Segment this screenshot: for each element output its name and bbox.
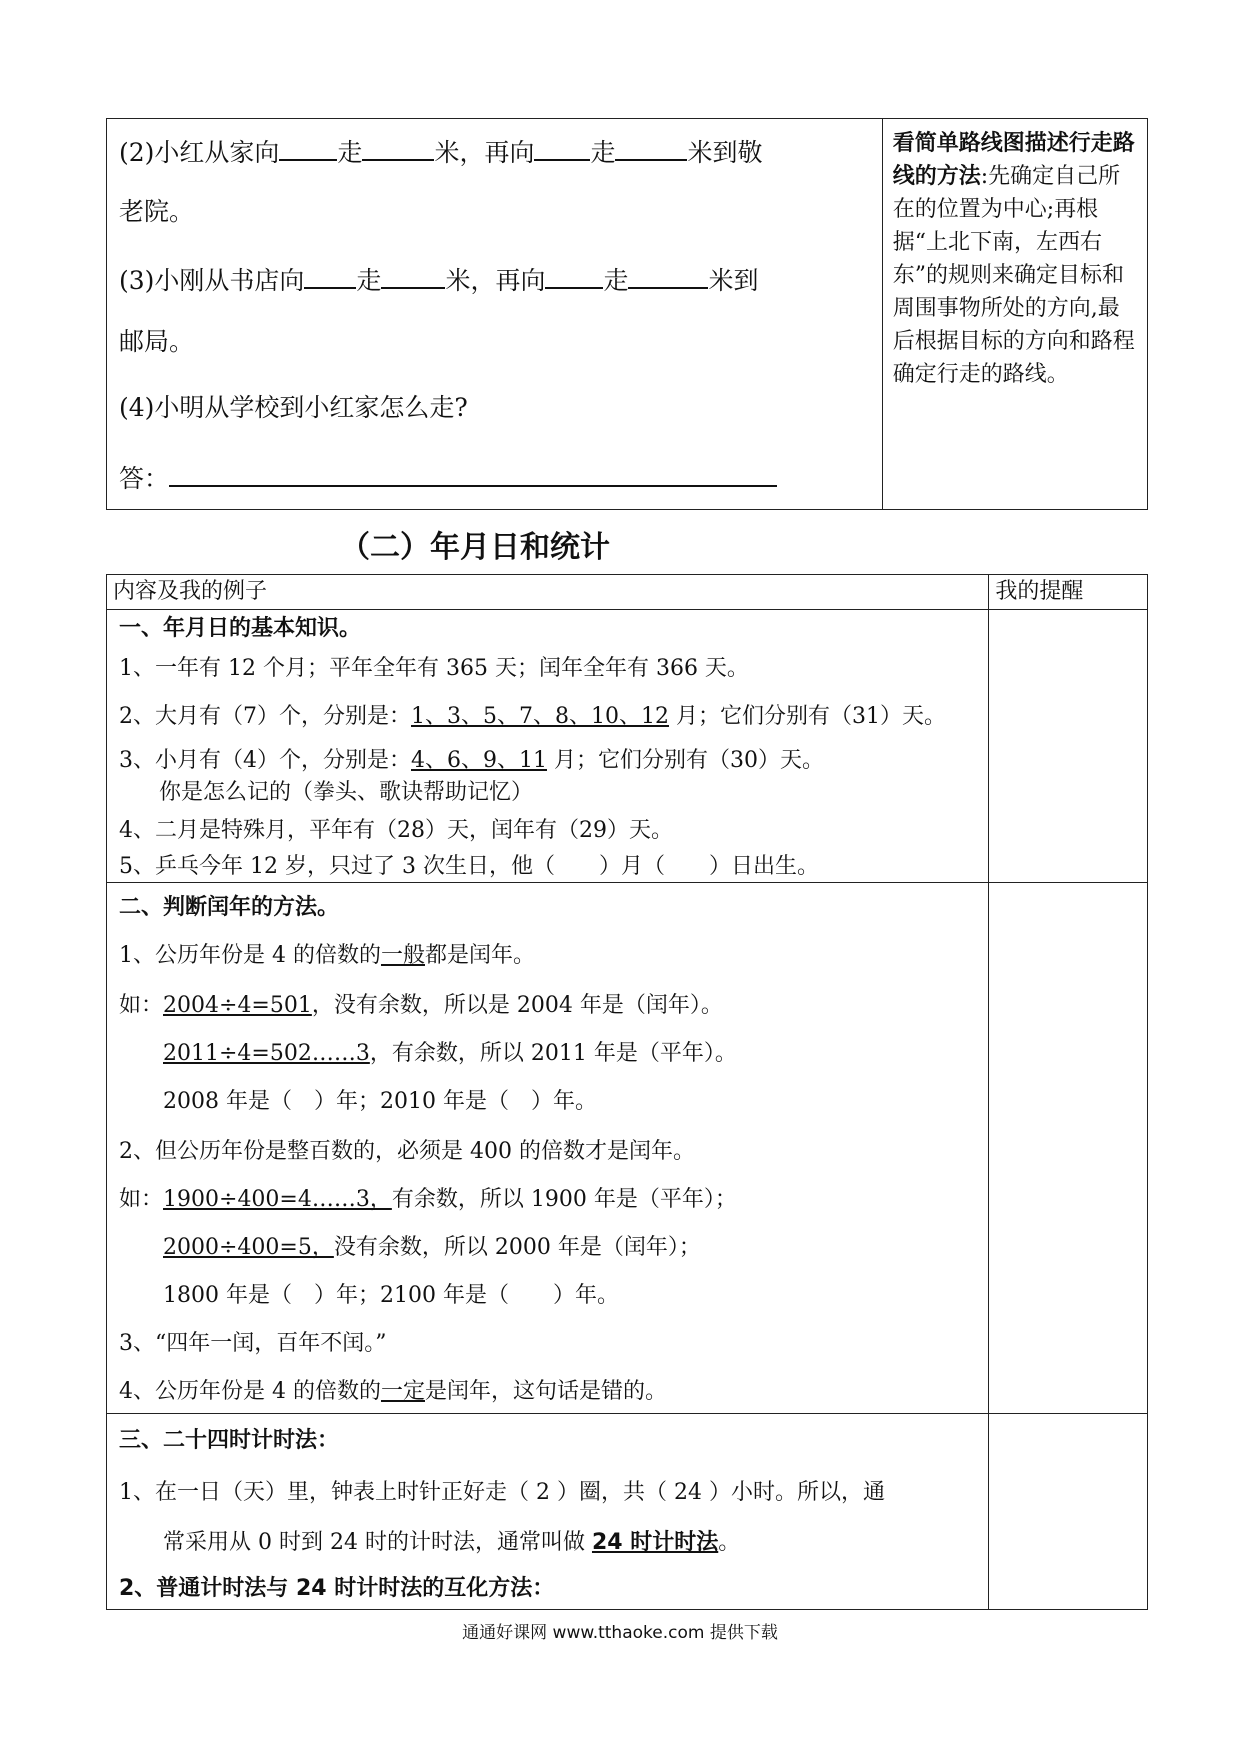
- section-1-line-3: [119, 746, 824, 776]
- bold-text: 2、普通计时法与 24 时计时法的互化方法：: [119, 1576, 555, 1601]
- question-text: (3)小刚从书店向: [119, 266, 305, 295]
- fill-blank[interactable]: [381, 261, 445, 289]
- underlined-text: 一般: [380, 943, 425, 968]
- question-3-line-1: [119, 261, 758, 298]
- question-text: 米，再向: [445, 266, 546, 295]
- section-1-line-1: 1、一年有 12 个月；平年全年有 365 天；闰年全年有 366 天。: [119, 656, 749, 681]
- fill-blank[interactable]: [304, 261, 356, 289]
- tip-title: 看简单路线图描述行走路线的方法: [892, 131, 1135, 189]
- section-1-line-3b: 你是怎么记的（拳头、歌诀帮助记忆）: [159, 780, 534, 805]
- section-title: （二）年月日和统计: [340, 530, 610, 565]
- section-2-line-9: 3、“四年一闰，百年不闰。”: [119, 1331, 387, 1356]
- line-text: 是闰年，这句话是错的。: [425, 1379, 668, 1404]
- column-header-content: [107, 575, 989, 610]
- section-2-line-1: [119, 941, 535, 971]
- underlined-text: 一定: [380, 1379, 425, 1404]
- line-text: ，有余数，所以 2011 年是（平年）。: [369, 1041, 737, 1066]
- answer-line: [119, 459, 777, 496]
- section-2-line-7: [163, 1233, 701, 1263]
- line-text: 4、公历年份是 4 的倍数的: [119, 1379, 381, 1404]
- route-exercise-table: [106, 118, 1148, 510]
- header-label: 内容及我的例子: [113, 579, 268, 604]
- line-text: 1、公历年份是 4 的倍数的: [119, 943, 381, 968]
- section-3-cell: [107, 1414, 989, 1610]
- footer-credit: 通通好课网 www.tthaoke.com 提供下载: [462, 1623, 778, 1643]
- section-1-heading: [119, 614, 361, 644]
- section-2-heading: [119, 893, 339, 923]
- question-text: 米，再向: [434, 138, 535, 167]
- section-2-reminder[interactable]: [989, 883, 1148, 1414]
- line-text: 没有余数，所以 2000 年是（闰年）；: [333, 1235, 701, 1260]
- section-2-line-10: [119, 1377, 667, 1407]
- section-2-line-3: [163, 1039, 737, 1069]
- section-2-cell: [107, 883, 989, 1414]
- question-text: 米到敬: [687, 138, 763, 167]
- fill-blank[interactable]: [362, 133, 434, 161]
- underlined-text: 2011÷4=502……3: [163, 1041, 370, 1066]
- section-3-line-2: [163, 1528, 740, 1558]
- section-2-line-4: 2008 年是（ ）年；2010 年是（ ）年。: [163, 1089, 597, 1114]
- question-2-line-2: 老院。: [119, 197, 195, 226]
- line-text: 都是闰年。: [425, 943, 536, 968]
- section-2-line-6: [119, 1185, 737, 1215]
- heading-text: 三、二十四时计时法：: [119, 1428, 340, 1453]
- question-text: 走: [590, 138, 616, 167]
- line-text: 月；它们分别有（30）天。: [547, 748, 824, 773]
- column-header-reminder: [989, 575, 1148, 610]
- calendar-knowledge-table: [106, 574, 1148, 1610]
- underlined-text: 1、3、5、7、8、10、12: [411, 704, 669, 729]
- section-2-line-8: 1800 年是（ ）年；2100 年是（ ）年。: [163, 1283, 619, 1308]
- exercise-cell: [107, 119, 883, 510]
- fill-blank[interactable]: [534, 133, 590, 161]
- line-text: 如：: [119, 993, 164, 1018]
- question-text: 走: [603, 266, 629, 295]
- underlined-text: 1900÷400=4……3，: [163, 1187, 392, 1212]
- fill-blank[interactable]: [615, 133, 687, 161]
- fill-blank[interactable]: [279, 133, 337, 161]
- tip-text: :先确定自己所在的位置为中心;再根据“上北下南，左西右东”的规则来确定目标和周围事物所处的方向,最后根据目标的方向和路程确定行走的路线。: [892, 164, 1135, 387]
- question-text: 米到: [708, 266, 759, 295]
- underlined-text: 2000÷400=5，: [163, 1235, 334, 1260]
- line-text: 有余数，所以 1900 年是（平年）；: [391, 1187, 737, 1212]
- question-3-line-2: 邮局。: [119, 327, 195, 356]
- line-text: ，没有余数，所以是 2004 年是（闰年）。: [311, 993, 723, 1018]
- answer-label: 答：: [119, 464, 170, 493]
- header-label: 我的提醒: [995, 579, 1084, 604]
- section-2-line-5: 2、但公历年份是整百数的，必须是 400 的倍数才是闰年。: [119, 1139, 695, 1164]
- section-3-reminder[interactable]: [989, 1414, 1148, 1610]
- question-text: 走: [337, 138, 363, 167]
- line-text: 常采用从 0 时到 24 时的计时法，通常叫做: [163, 1530, 592, 1555]
- section-1-line-4: 4、二月是特殊月，平年有（28）天，闰年有（29）天。: [119, 818, 673, 843]
- section-3-heading: [119, 1426, 339, 1456]
- route-tip: [893, 127, 1139, 391]
- section-1-cell: [107, 610, 989, 883]
- question-text: (2)小红从家向: [119, 138, 280, 167]
- heading-text: 二、判断闰年的方法。: [119, 895, 340, 920]
- underlined-bold-text: 24 时计时法: [591, 1530, 719, 1555]
- line-text: 月；它们分别有（31）天。: [668, 704, 946, 729]
- fill-blank[interactable]: [628, 261, 708, 289]
- heading-text: 一、年月日的基本知识。: [119, 616, 362, 641]
- question-4: (4)小明从学校到小红家怎么走?: [119, 393, 468, 422]
- line-text: 2、大月有（7）个，分别是：: [119, 704, 411, 729]
- section-3-line-1: 1、在一日（天）里，钟表上时针正好走（ 2 ）圈，共（ 24 ）小时。所以，通: [119, 1480, 885, 1505]
- underlined-text: 4、6、9、11: [411, 748, 547, 773]
- line-text: 如：: [119, 1187, 164, 1212]
- question-text: 走: [356, 266, 382, 295]
- section-2-line-2: [119, 991, 723, 1021]
- section-1-line-2: [119, 702, 946, 732]
- answer-blank[interactable]: [169, 459, 777, 487]
- question-2-line-1: [119, 133, 762, 170]
- section-1-line-5: 5、乒乓今年 12 岁，只过了 3 次生日，他（ ）月（ ）日出生。: [119, 854, 819, 879]
- section-1-reminder[interactable]: [989, 610, 1148, 883]
- fill-blank[interactable]: [545, 261, 603, 289]
- line-text: 。: [718, 1530, 741, 1555]
- tip-cell: [882, 119, 1147, 510]
- section-3-line-3: [119, 1574, 554, 1604]
- line-text: 3、小月有（4）个，分别是：: [119, 748, 411, 773]
- underlined-text: 2004÷4=501: [163, 993, 312, 1018]
